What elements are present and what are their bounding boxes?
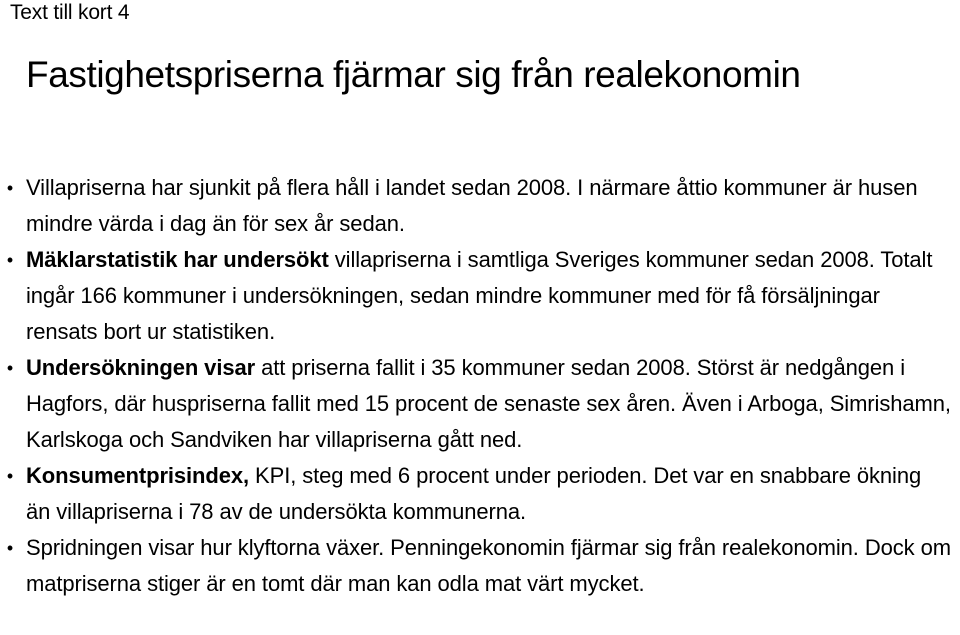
bullet-lead: Konsumentprisindex,: [26, 463, 250, 488]
bullet-text: att priserna fallit i 35 kommuner sedan 2008. Störst är nedgången i Hagfors, där huspriserna fallit med 15 procent de senaste sex åren. Även i Arboga, Simrishamn, Karlskoga och Sandviken har villapriserna gått ned.: [26, 355, 951, 452]
bullet-dot-icon: •: [6, 538, 14, 558]
bullet-dot-icon: •: [6, 466, 14, 486]
bullet-text: Villapriserna har sjunkit på flera håll i landet sedan 2008. I närmare åttio kommuner är husen mindre värda i dag än för sex år sedan.: [26, 175, 918, 236]
bullet-dot-icon: •: [6, 358, 14, 378]
bullet-item: [6, 242, 951, 350]
bullet-item: [6, 458, 951, 530]
bullet-dot-icon: •: [6, 178, 14, 198]
bullet-lead: Undersökningen visar: [26, 355, 256, 380]
bullet-item: [6, 170, 951, 242]
bullet-item: [6, 530, 951, 602]
bullet-dot-icon: •: [6, 250, 14, 270]
slide-title: Fastighetspriserna fjärmar sig från realekonomin: [26, 54, 801, 95]
bullet-text: Spridningen visar hur klyftorna växer. Penningekonomin fjärmar sig från realekonomin. Dock om matpriserna stiger är en tomt där man kan odla mat värt mycket.: [26, 535, 951, 596]
bullet-text: KPI, steg med 6 procent under perioden. Det var en snabbare ökning än villapriserna i 78 av de undersökta kommunerna.: [26, 463, 922, 524]
bullet-list: [6, 170, 951, 602]
bullet-item: [6, 350, 951, 458]
bullet-lead: Mäklarstatistik har undersökt: [26, 247, 329, 272]
card-label: Text till kort 4: [10, 1, 130, 24]
bullet-text: villapriserna i samtliga Sveriges kommuner sedan 2008. Totalt ingår 166 kommuner i undersökningen, sedan mindre kommuner med för få försäljningar rensats bort ur statistiken.: [26, 247, 933, 344]
